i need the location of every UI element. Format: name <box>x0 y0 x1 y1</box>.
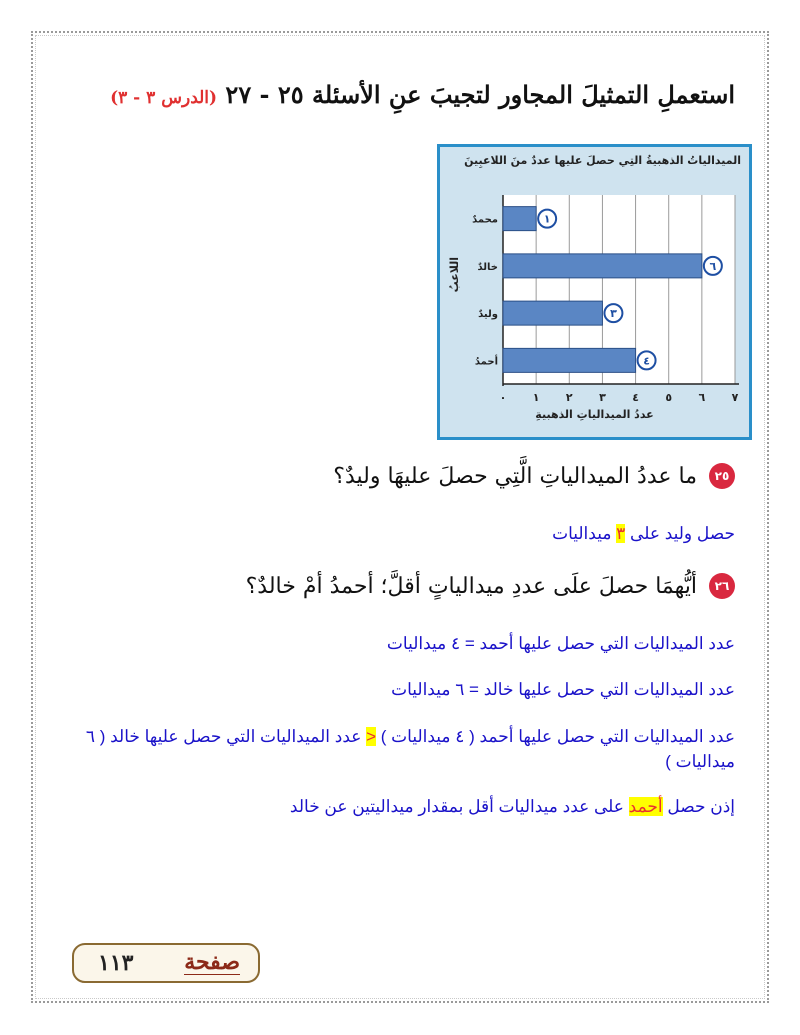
question-text: ما عددُ الميدالياتِ الَّتِي حصلَ عليهَا وليدٌ؟ <box>333 463 697 489</box>
comparison-symbol: < <box>366 727 377 746</box>
answer-text: حصل وليد على <box>625 524 735 543</box>
chart-y-axis-label: اللاعبُ <box>448 257 461 293</box>
value-label: ١ <box>543 212 551 226</box>
instruction-heading <box>110 80 735 109</box>
bar-3 <box>503 301 602 325</box>
value-label: ٤ <box>643 354 650 368</box>
question-number-badge: ٢٦ <box>709 573 735 599</box>
x-tick-label: ٦ <box>698 391 706 404</box>
answer-text: ميداليات <box>552 524 617 543</box>
category-label: أحمدُ <box>474 356 498 368</box>
value-label: ٦ <box>709 259 717 273</box>
instruction-text: استعملِ التمثيلَ المجاور لتجيبَ عنِ الأسئلة ٢٥ - ٢٧ <box>225 80 735 109</box>
x-tick-label: ٣ <box>599 391 606 404</box>
question-26 <box>246 573 735 599</box>
highlighted-value: ٣ <box>616 524 626 543</box>
category-label: وليدٌ <box>478 309 498 321</box>
question-number-badge: ٢٥ <box>709 463 735 489</box>
x-tick-label: ٠ <box>499 391 507 404</box>
x-tick-label: ٢ <box>565 391 573 404</box>
page-number-badge <box>72 943 260 983</box>
bar-chart <box>440 147 749 437</box>
page-label: صفحة <box>184 949 240 975</box>
page-number: ١١٣ <box>98 950 134 976</box>
question-25 <box>333 463 735 489</box>
lesson-reference: (الدرس ٣ - ٣) <box>110 88 218 108</box>
bar-2 <box>503 254 702 278</box>
value-label: ٣ <box>610 307 617 321</box>
chart-x-axis-label: عددُ الميدالياتِ الذهبيةِ <box>535 408 654 421</box>
answer-26-line-3 <box>65 724 735 774</box>
category-label: خالدٌ <box>477 261 498 273</box>
chart-title: الميدالياتُ الذهبيةُ التِي حصلَ عليها عددٌ منَ اللاعبِينَ <box>464 154 741 167</box>
answer-text: عدد الميداليات التي حصل عليها أحمد ( ٤ ميداليات ) <box>376 727 735 746</box>
question-text: أيُّهمَا حصلَ علَى عددِ ميدالياتٍ أقلَّ؛ أحمدُ أمْ خالدٌ؟ <box>245 573 697 599</box>
x-tick-label: ١ <box>532 391 540 404</box>
answer-26-line-2: عدد الميداليات التي حصل عليها خالد = ٦ ميداليات <box>391 680 735 699</box>
x-tick-label: ٧ <box>731 391 739 404</box>
answer-26-line-1: عدد الميداليات التي حصل عليها أحمد = ٤ ميداليات <box>386 634 735 653</box>
x-tick-label: ٥ <box>665 391 673 404</box>
bar-1 <box>503 207 536 231</box>
bar-chart-panel <box>437 144 752 440</box>
answer-text: إذن حصل <box>662 797 735 816</box>
category-label: محمدٌ <box>472 214 498 226</box>
highlighted-name: أحمد <box>628 797 663 816</box>
answer-text: عدد الميداليات التي حصل عليها خالد ( ٦ ميداليات ) <box>85 727 735 771</box>
bar-4 <box>503 348 636 372</box>
answer-26-conclusion <box>290 797 735 817</box>
answer-25 <box>552 524 735 544</box>
answer-text: على عدد ميداليات أقل بمقدار ميداليتين عن خالد <box>289 797 629 816</box>
x-tick-label: ٤ <box>632 391 639 404</box>
